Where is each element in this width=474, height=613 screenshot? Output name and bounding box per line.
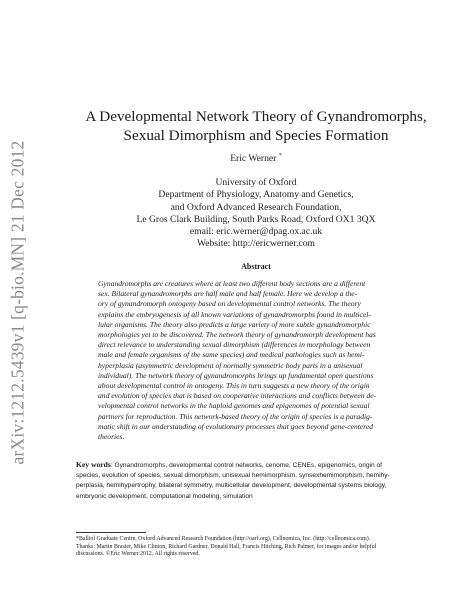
abstract-line: about developmental control in ontogeny. This in turn suggests a new theory of the origin xyxy=(98,381,370,391)
arxiv-stamp xyxy=(4,140,32,465)
abstract-line: and evolution of species that is based on cooperative interactions and conflicts between de- xyxy=(98,391,377,401)
abstract-line: morphologies yet to be discovered. The network theory of gynandromorph development has xyxy=(98,330,376,340)
abstract-line: ory of gynandromorph ontogeny based on developmental control networks. The theory xyxy=(98,299,361,309)
keywords-line xyxy=(76,460,428,471)
affiliation-line: and Oxford Advanced Research Foundation, xyxy=(170,201,342,213)
abstract-line: hyperplasia (asymmetric development of normally symmetric body parts in a unisexual xyxy=(98,360,363,370)
abstract-line: direct relevance to understanding sexual dimorphism (differences in morphology between xyxy=(98,340,371,350)
abstract-line: partners for reproduction. This network-based theory of the origin of species is a paradig- xyxy=(98,411,373,421)
abstract-line: individual). The network theory of gynandromorphs brings up fundamental open questions xyxy=(98,370,374,380)
author-line xyxy=(60,153,452,164)
title-line: Sexual Dimorphism and Species Formation xyxy=(123,127,389,144)
abstract-line: matic shift in our understanding of evolutionary processes that goes beyond gene-centered xyxy=(98,421,374,431)
abstract-line: lular organisms. The theory also predicts a large variety of more subtle gynandromorphic xyxy=(98,319,371,329)
footnote-line: Thanks: Martin Brasier, Mike Clinton, Richard Gardner, Donald Hall, Francis Hitching, Rich Palmer, for images and/or helpful xyxy=(76,543,377,550)
affiliation-block xyxy=(60,177,452,251)
abstract-line: male and female organisms of the same species) and medical pathologies such as hemi- xyxy=(98,350,365,360)
keywords-line: perplasia, hemihypertrophy, bilateral symmetry, multicellular development, developmental systems biology, xyxy=(76,482,387,490)
email-line: email: eric.werner@dpag.ox.ac.uk xyxy=(189,226,323,238)
affiliation-line: Department of Physiology, Anatomy and Genetics, xyxy=(158,189,354,201)
abstract-line: explains the embryogenesis of all known variations of gynandromorphs found in multicel- xyxy=(98,309,371,319)
affiliation-line: Le Gros Clark Building, South Parks Road, Oxford OX1 3QX xyxy=(136,213,376,225)
keywords-text: : Gynandromorphs, developmental control networks, cenome, CENEs, epigenomics, origin of xyxy=(110,462,383,469)
abstract-line: velopmental control networks in the haploid genomes and epigenomes of potential sexual xyxy=(98,401,370,411)
paper-title xyxy=(60,107,452,145)
keywords-block xyxy=(76,460,428,502)
affiliation-line: University of Oxford xyxy=(215,177,297,188)
keywords-line: species, evolution of species, sexual dimorphism, unisexual hemimorphism, synsexhemimorphism, hemihy- xyxy=(76,472,390,480)
website-line: Website: http://ericwerner.com xyxy=(196,238,316,250)
footnote-line: discussions. ©Eric Werner 2012. All rights reserved. xyxy=(76,551,200,558)
abstract-line: Gynandromorphs are creatures where at least two different body sections are a different xyxy=(98,279,366,288)
footnote-line: *Balliol Graduate Centre, Oxford Advanced Research Foundation (http://oarf.org), Cellnomica, Inc. (http://cellnomica.com). xyxy=(76,536,371,542)
author-footnote-mark: * xyxy=(278,153,282,159)
abstract-line: theories. xyxy=(98,432,125,442)
footnote-block xyxy=(76,536,428,559)
title-line: A Developmental Network Theory of Gynandromorphs, xyxy=(85,108,427,125)
footnote-rule xyxy=(76,532,146,533)
abstract-text xyxy=(98,279,418,442)
arxiv-identifier: arXiv:1212.5439v1 [q-bio.MN] 21 Dec 2012 xyxy=(7,140,28,465)
abstract-line: sex. Bilateral gynandromorphs are half male and half female. Here we develop a the- xyxy=(98,289,358,299)
abstract-heading: Abstract xyxy=(241,262,271,271)
author-name: Eric Werner xyxy=(230,153,277,165)
keywords-line: embryonic development, computational modeling, simulation xyxy=(76,492,253,500)
keywords-label: Key words xyxy=(76,460,111,469)
